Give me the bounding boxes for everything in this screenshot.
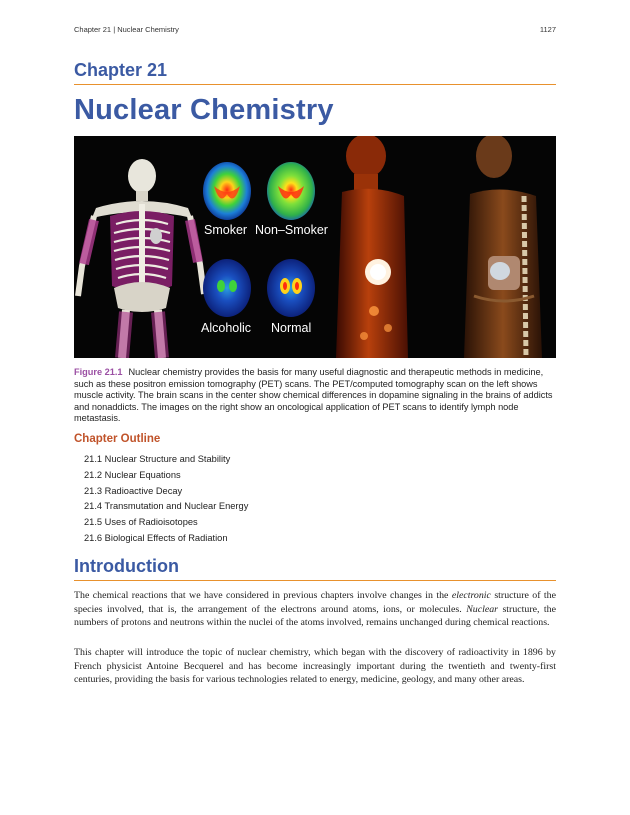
introduction-heading: Introduction [74, 556, 556, 581]
brain-scan-normal [267, 259, 315, 317]
intro-p1-part-b: structure of the species involved, that is, the arrangement of the electrons around atoms, ions, or molecules. [74, 590, 556, 615]
chapter-outline-heading: Chapter Outline [74, 433, 161, 445]
intro-paragraph-1 [74, 589, 556, 630]
outline-item[interactable]: 21.4 Transmutation and Nuclear Energy [84, 501, 249, 512]
label-normal: Normal [271, 321, 312, 335]
brain-scan-non-smoker [267, 162, 315, 220]
figure-caption-text: Nuclear chemistry provides the basis for many useful diagnostic and therapeutic methods in medicine, such as these positron emission tomography (PET) scans. The PET/computed tomography scan on the left shows muscle activity. The brain scans in the center show chemical differences in dopamine signaling in the brains of addicts and nonaddicts. The images on the right show an oncological application of PET scans to identify lymph node metastasis. [74, 367, 553, 423]
intro-p1-emphasis-electronic: electronic [451, 590, 491, 601]
page-number: 1127 [539, 25, 556, 34]
figure-caption [74, 367, 556, 425]
running-header [74, 25, 556, 34]
label-smoker: Smoker [204, 223, 248, 237]
intro-p1-emphasis-nuclear: Nuclear [466, 603, 499, 615]
chapter-title: Nuclear Chemistry [74, 94, 334, 126]
chapter-label: Chapter 21 [74, 60, 556, 85]
figure-pet-scans [74, 136, 556, 358]
chapter-outline-list [84, 452, 248, 547]
outline-item[interactable]: 21.3 Radioactive Decay [84, 485, 183, 496]
brain-scan-smoker [203, 162, 251, 220]
figure-number: Figure 21.1 [74, 367, 123, 377]
outline-item[interactable]: 21.1 Nuclear Structure and Stability [84, 454, 231, 464]
brain-scan-alcoholic [203, 259, 251, 317]
running-title: Chapter 21 | Nuclear Chemistry [74, 25, 179, 34]
intro-p1-part-c: structure, the numbers of protons and neutrons within the nuclei of the atoms involved, remains unchanged during chemical reactions. [74, 603, 556, 629]
pet-scan-illustration [74, 136, 556, 358]
outline-item[interactable]: 21.5 Uses of Radioisotopes [84, 517, 198, 528]
intro-paragraph-2: This chapter will introduce the topic of nuclear chemistry, which began with the discovery of radioactivity in 1896 by French physicist Antoine Becquerel and has become increasingly important during the twentieth and twenty-first centuries, providing the basis for various technologies related to energy, medicine, geology, and many other areas. [74, 647, 556, 686]
label-non-smoker: Non–Smoker [255, 223, 328, 237]
label-alcoholic: Alcoholic [201, 321, 252, 335]
intro-p1-part-a: The chemical reactions that we have considered in previous chapters involve changes in the [74, 590, 452, 601]
outline-item[interactable]: 21.2 Nuclear Equations [84, 469, 181, 480]
outline-item[interactable]: 21.6 Biological Effects of Radiation [84, 532, 228, 543]
